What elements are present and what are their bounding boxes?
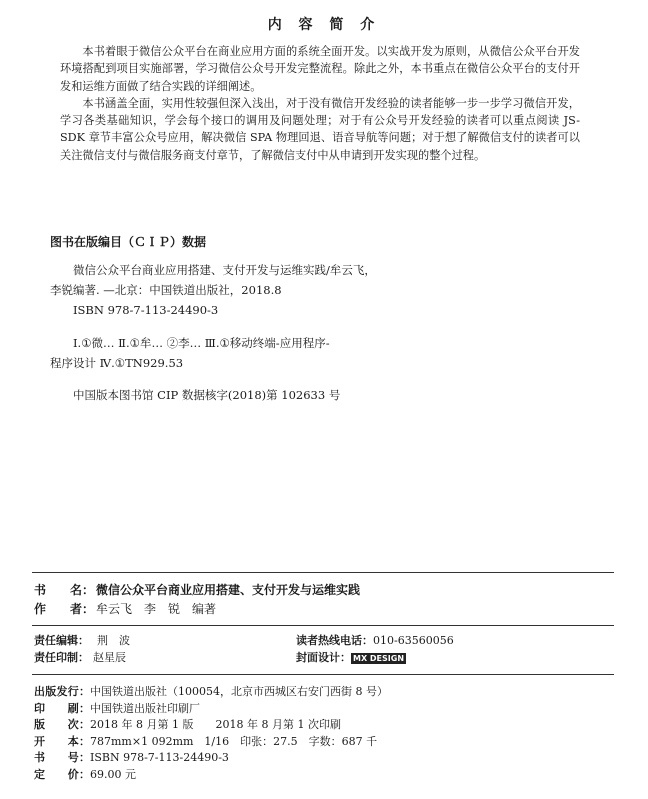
book-author: 牟云飞 李 锐 编著 xyxy=(96,602,217,616)
publishing-value: 中国铁道出版社（100054，北京市西城区右安门西街 8 号） xyxy=(90,685,388,698)
publishing-value: 2018 年 8 月第 1 版 2018 年 8 月第 1 次印刷 xyxy=(90,718,341,732)
cip-classification xyxy=(50,333,570,373)
publishing-label: 书 号： xyxy=(34,751,90,765)
publishing-row xyxy=(34,750,388,767)
hotline-value: 010-63560056 xyxy=(373,634,454,647)
cover-row xyxy=(296,650,406,666)
publishing-row xyxy=(34,684,388,701)
cip-title-line: 微信公众平台商业应用搭建、支付开发与运维实践/牟云飞， xyxy=(73,263,376,277)
editor-row xyxy=(34,633,130,649)
summary-line: 信公众平台开发环境搭配到项目实施部署，学习微信公众号开发完整流程。除此之外，本 xyxy=(60,45,580,76)
cip-isbn-line: ISBN 978-7-113-24490-3 xyxy=(73,303,219,317)
publishing-label: 出版发行： xyxy=(34,685,90,698)
publishing-row xyxy=(34,701,388,718)
book-author-row xyxy=(34,600,216,617)
summary-paragraph-1 xyxy=(60,43,580,95)
editor-value: 荆 波 xyxy=(97,634,130,647)
publishing-row xyxy=(34,717,388,734)
content-summary xyxy=(60,43,580,164)
summary-line: 经验的读者可以重点阅读 JS-SDK 章节丰富公众号应用，解决微信 SPA 物理回退、语音导 xyxy=(60,114,580,145)
cip-record xyxy=(50,260,570,320)
summary-line: 本书涵盖全面，实用性较强但深入浅出，对于没有微信开发经验的读者能够一步一步 xyxy=(82,96,501,110)
cip-class-line-2: 程序设计 Ⅳ.①TN929.53 xyxy=(50,356,184,370)
divider xyxy=(32,572,614,573)
publishing-label: 开 本： xyxy=(34,734,90,748)
summary-line: 本书着眼于微信公众平台在商业应用方面的系统全面开发。以实战开发为原则，从微 xyxy=(82,45,501,58)
cip-number-line: 中国版本图书馆 CIP 数据核字(2018)第 102633 号 xyxy=(73,388,341,402)
book-author-label: 作 者： xyxy=(34,602,95,616)
hotline-label: 读者热线电话： xyxy=(296,634,373,647)
printing-value: 赵星辰 xyxy=(93,651,126,664)
publishing-label: 版 次： xyxy=(34,718,90,732)
summary-line: 信支付中从申请到开发实现的整个过程。 xyxy=(283,148,486,162)
publishing-info xyxy=(34,684,388,784)
hotline-row xyxy=(296,633,454,649)
summary-line: 航等问题；对于想了解微信支付的读者可以关注微信支付与微信服务商支付章节，了解微 xyxy=(60,131,580,162)
divider xyxy=(32,625,614,626)
printing-label: 责任印制： xyxy=(34,651,89,664)
publishing-value: 中国铁道出版社印刷厂 xyxy=(90,701,200,715)
publishing-value: 69.00 元 xyxy=(90,767,136,781)
cip-heading: 图书在版编目（ＣＩＰ）数据 xyxy=(50,235,207,249)
cip-number-block xyxy=(50,385,570,405)
editor-label: 责任编辑： xyxy=(34,634,89,647)
summary-paragraph-2 xyxy=(60,95,580,164)
publishing-row xyxy=(34,767,388,784)
publishing-value: ISBN 978-7-113-24490-3 xyxy=(90,751,229,765)
book-title-row xyxy=(34,581,360,598)
cip-publisher-line: 李锐编著. —北京：中国铁道出版社，2018.8 xyxy=(50,283,282,297)
cip-class-line: Ⅰ.①微… Ⅱ.①牟… ②李… Ⅲ.①移动终端-应用程序- xyxy=(73,336,330,350)
book-title-label: 书 名： xyxy=(34,583,95,597)
printing-row xyxy=(34,650,126,666)
divider xyxy=(32,674,614,675)
publishing-label: 定 价： xyxy=(34,767,90,781)
publishing-value: 787mm×1 092mm 1/16 印张：27.5 字数：687 千 xyxy=(90,734,378,748)
cover-design-logo: MX DESIGN xyxy=(353,653,405,663)
publishing-label: 印 刷： xyxy=(34,701,90,715)
publishing-row xyxy=(34,734,388,751)
book-title: 微信公众平台商业应用搭建、支付开发与运维实践 xyxy=(96,583,361,597)
cover-label: 封面设计： xyxy=(296,651,351,664)
summary-line: 学习微信开发，学习各类基础知识，学会每个接口的调用及问题处理；对于有公众号开发 xyxy=(60,96,580,128)
page-title: 内 容 简 介 xyxy=(267,17,381,33)
summary-line: 书重点在微信公众平台的支付开发和运维方面做了结合实践的详细阐述。 xyxy=(60,62,580,93)
